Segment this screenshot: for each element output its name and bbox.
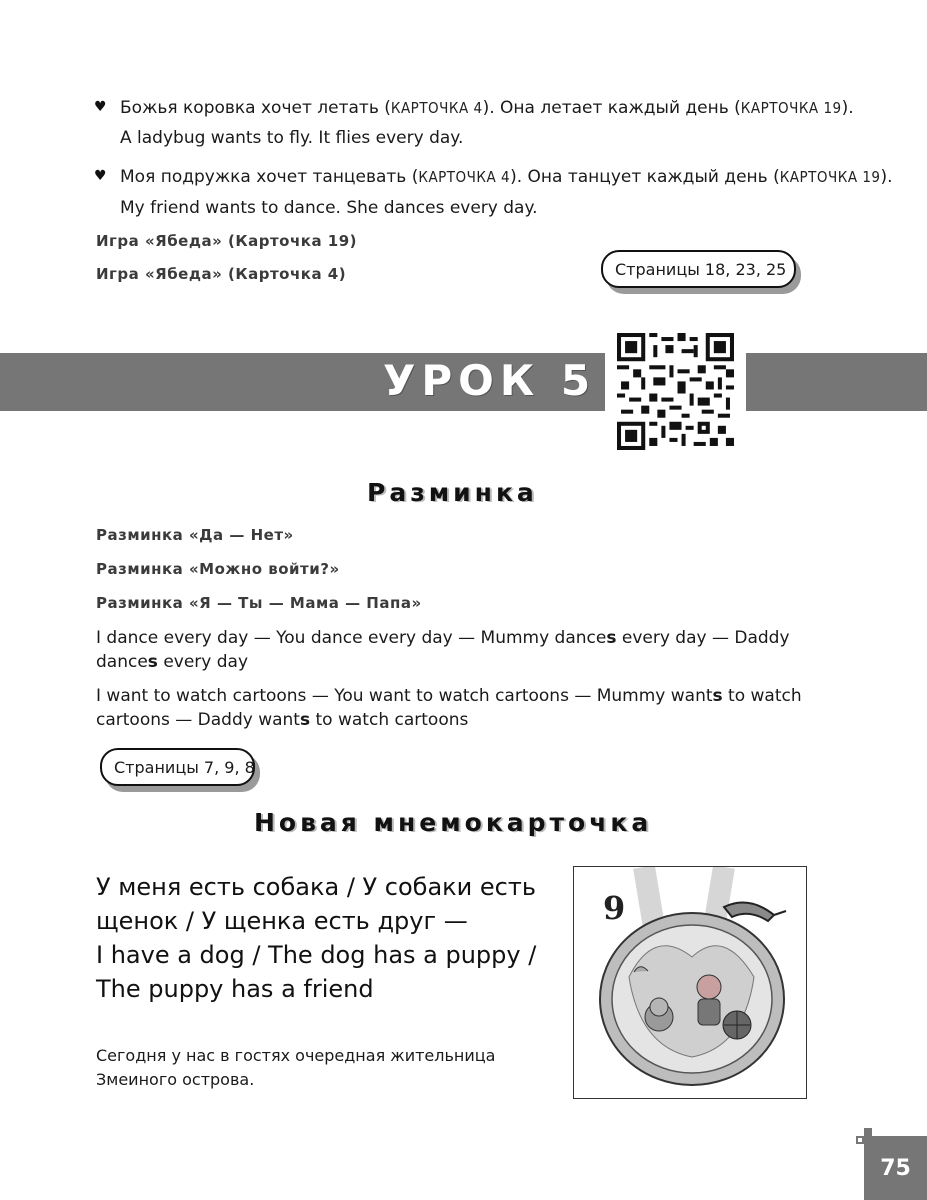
card-number: 9 — [603, 889, 626, 927]
bullet-text: ). — [841, 98, 854, 118]
warmup-heading: Разминка — [367, 478, 538, 507]
heart-bullet-icon: ♥ — [94, 99, 107, 115]
mnemo-heading: Новая мнемокарточка — [254, 808, 653, 837]
bullet-en-2: My friend wants to dance. She dances every day. — [120, 198, 538, 218]
snake-ring-illustration-icon — [574, 867, 806, 1098]
bullet-en-1: A ladybug wants to fly. It flies every day. — [120, 128, 464, 148]
mnemo-line: У меня есть собака / У собаки есть — [96, 873, 536, 901]
game-item: Игра «Ябеда» (Карточка 19) — [96, 232, 358, 250]
para-text: I want to watch cartoons — You want to watch cartoons — Mummy want — [96, 686, 713, 706]
para-suffix: s — [712, 686, 723, 706]
game-item: Игра «Ябеда» (Карточка 4) — [96, 265, 347, 283]
page-corner-decor — [864, 1128, 872, 1136]
pages-text: Страницы 18, 23, 25 — [615, 259, 787, 279]
mnemo-note: Сегодня у нас в гостях очередная жительница Змеиного острова. — [96, 1046, 496, 1089]
bullet-text: Моя подружка хочет танцевать ( — [120, 167, 419, 187]
para-text: every day — [157, 652, 249, 672]
lesson-banner-right — [746, 353, 927, 411]
bullet-text: ). Она летает каждый день ( — [482, 98, 741, 118]
bullet-ru-1 — [120, 97, 854, 119]
bullet-ru-2 — [120, 166, 893, 188]
para-suffix: s — [147, 652, 158, 672]
card-ref: КАРТОЧКА 4 — [390, 99, 483, 117]
bullet-text: Божья коровка хочет летать ( — [120, 98, 391, 118]
para-text: every day — Daddy dance — [96, 628, 790, 672]
warmup-item: Разминка «Я — Ты — Мама — Папа» — [96, 594, 422, 612]
mnemo-line: I have a dog / The dog has a puppy / — [96, 941, 537, 969]
bullet-text: ). — [880, 167, 893, 187]
pages-text: Страницы 7, 9, 8 — [114, 757, 255, 777]
warmup-paragraph-2 — [96, 684, 816, 732]
mnemo-line: щенок / У щенка есть друг — — [96, 907, 468, 935]
heart-bullet-icon: ♥ — [94, 168, 107, 184]
lesson-title: УРОК 5 — [383, 356, 597, 405]
warmup-item: Разминка «Да — Нет» — [96, 526, 294, 544]
warmup-item: Разминка «Можно войти?» — [96, 560, 340, 578]
warmup-paragraph-1 — [96, 626, 816, 674]
para-text: to watch cartoons — [310, 710, 469, 730]
card-ref: КАРТОЧКА 19 — [740, 99, 842, 117]
para-text: I dance every day — You dance every day — Mummy dance — [96, 628, 607, 648]
mnemo-card — [573, 866, 807, 1099]
page-corner-decor — [856, 1136, 864, 1144]
para-suffix: s — [299, 710, 311, 730]
qr-code-icon — [617, 333, 734, 450]
para-suffix: s — [606, 628, 617, 648]
pages-reference-mid — [100, 748, 255, 786]
bullet-text: ). Она танцует каждый день ( — [510, 167, 780, 187]
mnemo-line: The puppy has a friend — [96, 975, 374, 1003]
pages-reference-top — [601, 250, 796, 288]
card-ref: КАРТОЧКА 4 — [418, 168, 511, 186]
para-text: to watch cartoons — Daddy want — [96, 686, 802, 730]
page-number: 75 — [864, 1136, 927, 1200]
card-ref: КАРТОЧКА 19 — [779, 168, 881, 186]
